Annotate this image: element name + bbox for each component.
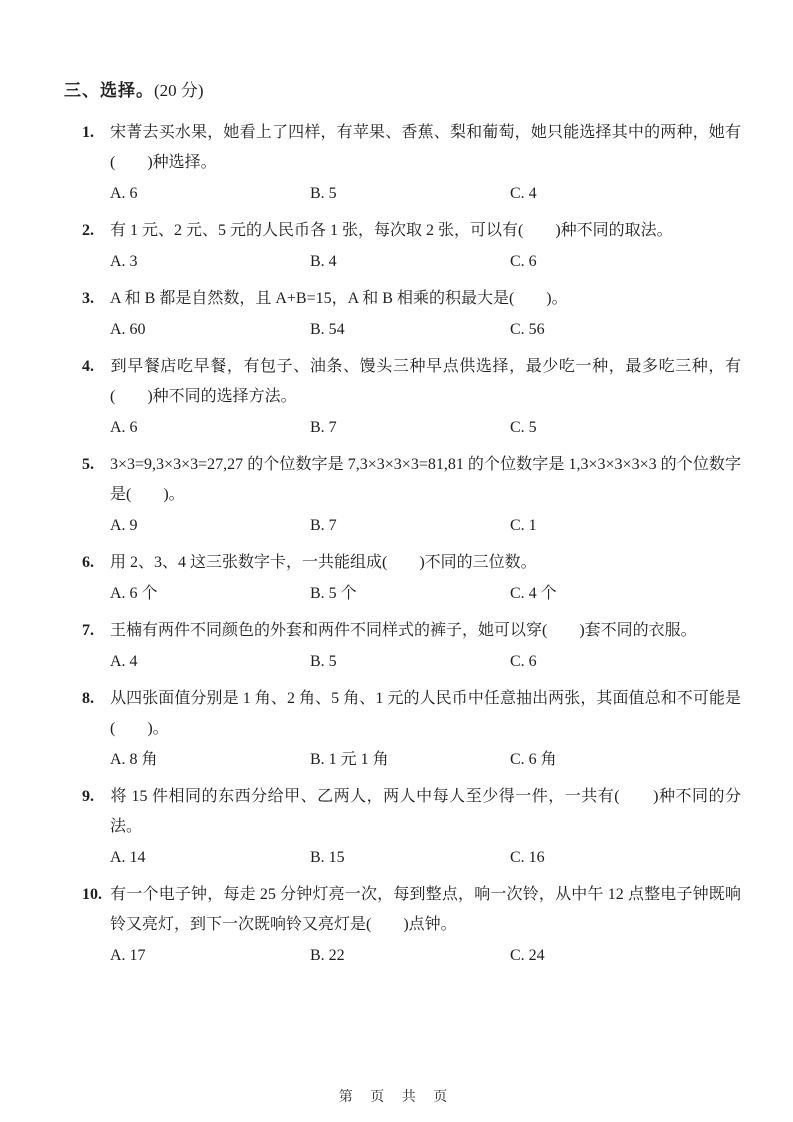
question-4 [82, 352, 741, 443]
question-2 [82, 216, 741, 277]
page-footer: 第 页 共 页 [338, 1090, 455, 1105]
question-text [82, 216, 741, 246]
question-text [82, 284, 741, 314]
option-a: A. 17 [110, 947, 146, 964]
options-row [110, 247, 741, 277]
options-row [110, 413, 741, 443]
option-b: B. 7 [310, 419, 337, 436]
question-number: 8. [82, 690, 94, 707]
option-b: B. 15 [310, 849, 345, 866]
option-a: A. 6 [110, 419, 138, 436]
question-text [82, 548, 741, 578]
option-c: C. 4 个 [510, 585, 557, 602]
question-body: 到早餐店吃早餐，有包子、油条、馒头三种早点供选择，最少吃一种，最多吃三种，有( )种不同的选择方法。 [110, 358, 741, 405]
question-body: 宋菁去买水果，她看上了四样，有苹果、香蕉、梨和葡萄，她只能选择其中的两种，她有( )种选择。 [110, 124, 741, 171]
option-b: B. 22 [310, 947, 345, 964]
question-body: 3×3=9,3×3×3=27,27 的个位数字是 7,3×3×3×3=81,81 的个位数字是 1,3×3×3×3×3 的个位数字是( )。 [110, 456, 741, 503]
options-row [110, 647, 741, 677]
question-text [82, 880, 741, 940]
question-6 [82, 548, 741, 609]
question-number: 1. [82, 124, 94, 141]
option-b: B. 5 [310, 185, 337, 202]
option-a: A. 3 [110, 253, 138, 270]
options-row [110, 315, 741, 345]
question-number: 5. [82, 456, 94, 473]
question-number: 10. [82, 886, 102, 903]
option-c: C. 6 [510, 653, 537, 670]
options-row [110, 511, 741, 541]
option-c: C. 24 [510, 947, 545, 964]
option-a: A. 8 角 [110, 751, 158, 768]
question-number: 4. [82, 358, 94, 375]
question-body: 从四张面值分别是 1 角、2 角、5 角、1 元的人民币中任意抽出两张，其面值总和不可能是( )。 [110, 690, 741, 737]
option-b: B. 5 [310, 653, 337, 670]
question-body: 有一个电子钟，每走 25 分钟灯亮一次，每到整点，响一次铃，从中午 12 点整电子钟既响铃又亮灯，到下一次既响铃又亮灯是( )点钟。 [110, 886, 741, 933]
options-row [110, 843, 741, 873]
option-a: A. 9 [110, 517, 138, 534]
option-b: B. 5 个 [310, 585, 357, 602]
option-a: A. 6 [110, 185, 138, 202]
section-points: (20 分) [154, 81, 204, 100]
question-8 [82, 684, 741, 775]
options-row [110, 579, 741, 609]
question-body: 用 2、3、4 这三张数字卡，一共能组成( )不同的三位数。 [110, 554, 537, 571]
option-b: B. 54 [310, 321, 345, 338]
option-a: A. 14 [110, 849, 146, 866]
question-5 [82, 450, 741, 541]
question-number: 9. [82, 788, 94, 805]
option-c: C. 6 角 [510, 751, 557, 768]
option-c: C. 5 [510, 419, 537, 436]
question-3 [82, 284, 741, 345]
options-row [110, 941, 741, 971]
question-text [82, 684, 741, 744]
option-c: C. 56 [510, 321, 545, 338]
question-body: 有 1 元、2 元、5 元的人民币各 1 张，每次取 2 张，可以有( )种不同的取法。 [110, 222, 673, 239]
question-text [82, 450, 741, 510]
option-b: B. 1 元 1 角 [310, 751, 389, 768]
options-row [110, 179, 741, 209]
section-choice [64, 78, 741, 978]
question-number: 2. [82, 222, 94, 239]
question-1 [82, 118, 741, 209]
question-text [82, 118, 741, 178]
option-b: B. 4 [310, 253, 337, 270]
question-number: 6. [82, 554, 94, 571]
section-title: 三、选择。 [64, 81, 154, 100]
option-c: C. 6 [510, 253, 537, 270]
option-c: C. 1 [510, 517, 537, 534]
section-header [64, 78, 741, 104]
question-body: A 和 B 都是自然数，且 A+B=15，A 和 B 相乘的积最大是( )。 [110, 290, 568, 307]
option-a: A. 6 个 [110, 585, 158, 602]
question-number: 3. [82, 290, 94, 307]
question-10 [82, 880, 741, 971]
question-text [82, 352, 741, 412]
question-body: 王楠有两件不同颜色的外套和两件不同样式的裤子，她可以穿( )套不同的衣服。 [110, 622, 697, 639]
options-row [110, 745, 741, 775]
question-7 [82, 616, 741, 677]
option-a: A. 4 [110, 653, 138, 670]
option-c: C. 16 [510, 849, 545, 866]
option-b: B. 7 [310, 517, 337, 534]
question-body: 将 15 件相同的东西分给甲、乙两人，两人中每人至少得一件，一共有( )种不同的分法。 [110, 788, 741, 835]
question-text [82, 616, 741, 646]
option-a: A. 60 [110, 321, 146, 338]
question-text [82, 782, 741, 842]
question-number: 7. [82, 622, 94, 639]
question-9 [82, 782, 741, 873]
option-c: C. 4 [510, 185, 537, 202]
